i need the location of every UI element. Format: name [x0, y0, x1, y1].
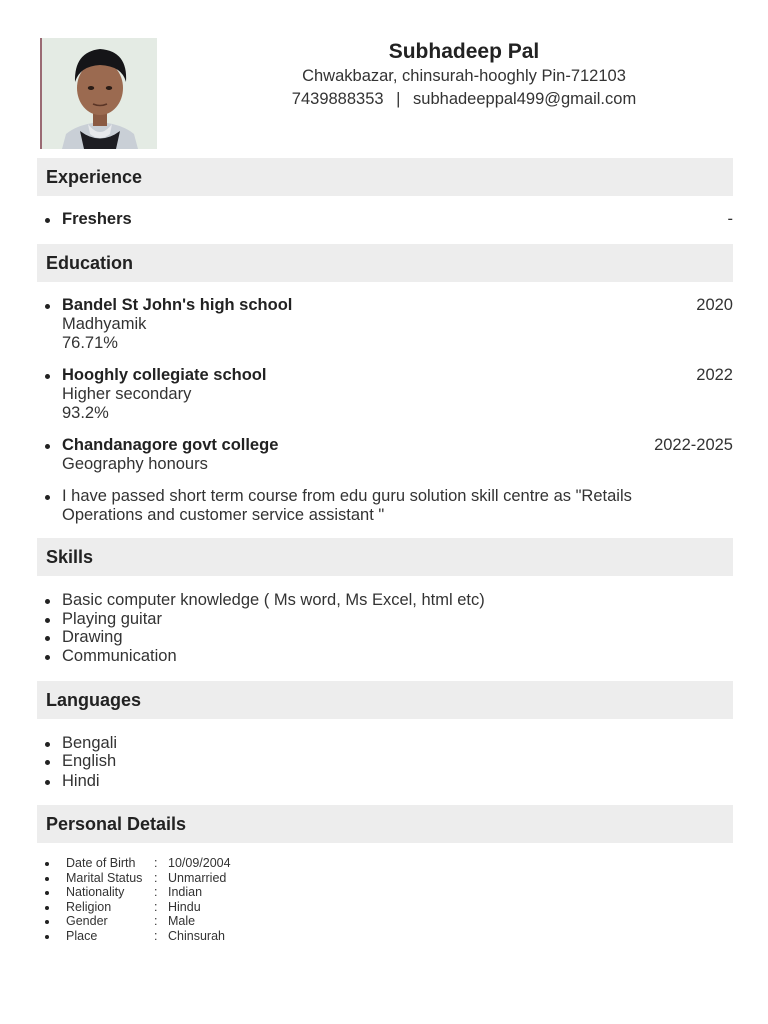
- bullet-icon: [45, 304, 50, 309]
- person-portrait-icon: [42, 38, 157, 149]
- detail-label: Place: [66, 928, 98, 943]
- skill-item: [45, 591, 733, 610]
- bullet-icon: [45, 862, 49, 866]
- detail-value: Hindu: [168, 899, 201, 914]
- skill-item: [45, 610, 733, 629]
- bullet-icon: [45, 618, 50, 623]
- bullet-icon: [45, 374, 50, 379]
- phone-number: 7439888353: [291, 90, 384, 108]
- bullet-icon: [45, 877, 49, 881]
- candidate-name: Subhadeep Pal: [388, 40, 540, 63]
- bullet-icon: [45, 920, 49, 924]
- section-heading-skills: Skills: [37, 538, 733, 576]
- experience-title: Freshers: [62, 210, 132, 228]
- education-note-line: I have passed short term course from edu guru solution skill centre as "Retails: [62, 487, 632, 505]
- detail-value: Unmarried: [168, 870, 227, 885]
- language-item: [45, 772, 733, 791]
- education-item: [45, 366, 733, 423]
- bullet-icon: [45, 891, 49, 895]
- section-heading-education: Education: [37, 244, 733, 282]
- detail-colon: :: [154, 870, 158, 885]
- contact-line: [160, 88, 768, 111]
- bullet-icon: [45, 906, 49, 910]
- detail-value: Chinsurah: [168, 928, 225, 943]
- experience-item: [45, 210, 733, 229]
- detail-value: 10/09/2004: [168, 856, 231, 870]
- education-year: 2022: [696, 366, 733, 384]
- education-score: 76.71%: [62, 334, 118, 352]
- section-heading-experience: Experience: [37, 158, 733, 196]
- language-text: Hindi: [62, 772, 100, 790]
- detail-value: Indian: [168, 885, 203, 899]
- education-note: [45, 487, 733, 525]
- education-year: 2020: [696, 296, 733, 314]
- contact-separator: |: [396, 90, 401, 108]
- bullet-icon: [45, 780, 50, 785]
- detail-label: Nationality: [66, 885, 125, 899]
- bullet-icon: [45, 495, 50, 500]
- institution-name: Bandel St John's high school: [62, 296, 293, 314]
- institution-name: Chandanagore govt college: [62, 436, 279, 454]
- detail-label: Religion: [66, 899, 112, 914]
- resume-header: [160, 38, 768, 111]
- bullet-icon: [45, 935, 49, 939]
- detail-colon: :: [154, 856, 158, 870]
- experience-date: -: [727, 210, 733, 228]
- skill-text: Drawing: [62, 628, 123, 646]
- profile-photo: [40, 38, 157, 149]
- bullet-icon: [45, 636, 50, 641]
- candidate-address: Chwakbazar, chinsurah-hooghly Pin-712103: [302, 67, 626, 85]
- education-course: Madhyamik: [62, 315, 147, 333]
- education-course: Higher secondary: [62, 385, 192, 403]
- skill-text: Basic computer knowledge ( Ms word, Ms Excel, html etc): [62, 591, 485, 609]
- language-text: English: [62, 752, 117, 770]
- education-item: [45, 296, 733, 353]
- education-year: 2022-2025: [654, 436, 733, 454]
- language-text: Bengali: [62, 734, 118, 752]
- institution-name: Hooghly collegiate school: [62, 366, 267, 384]
- section-heading-languages: Languages: [37, 681, 733, 719]
- education-item: [45, 436, 733, 474]
- bullet-icon: [45, 599, 50, 604]
- skill-item: [45, 647, 733, 666]
- skill-text: Playing guitar: [62, 610, 162, 628]
- language-item: [45, 734, 733, 753]
- detail-colon: :: [154, 885, 158, 899]
- education-course: Geography honours: [62, 455, 208, 473]
- bullet-icon: [45, 760, 50, 765]
- education-note-line: Operations and customer service assistant ": [62, 506, 385, 524]
- detail-colon: :: [154, 928, 158, 943]
- bullet-icon: [45, 218, 50, 223]
- detail-colon: :: [154, 914, 158, 928]
- skill-text: Communication: [62, 647, 177, 665]
- skill-item: [45, 628, 733, 647]
- section-heading-personal-details: Personal Details: [37, 805, 733, 843]
- email-address: subhadeeppal499@gmail.com: [413, 90, 637, 108]
- detail-label: Gender: [66, 914, 108, 928]
- bullet-icon: [45, 742, 50, 747]
- detail-label: Marital Status: [66, 870, 143, 885]
- detail-colon: :: [154, 899, 158, 914]
- detail-label: Date of Birth: [66, 856, 136, 870]
- language-item: [45, 752, 733, 771]
- detail-value: Male: [168, 914, 196, 928]
- education-score: 93.2%: [62, 404, 109, 422]
- bullet-icon: [45, 655, 50, 660]
- bullet-icon: [45, 444, 50, 449]
